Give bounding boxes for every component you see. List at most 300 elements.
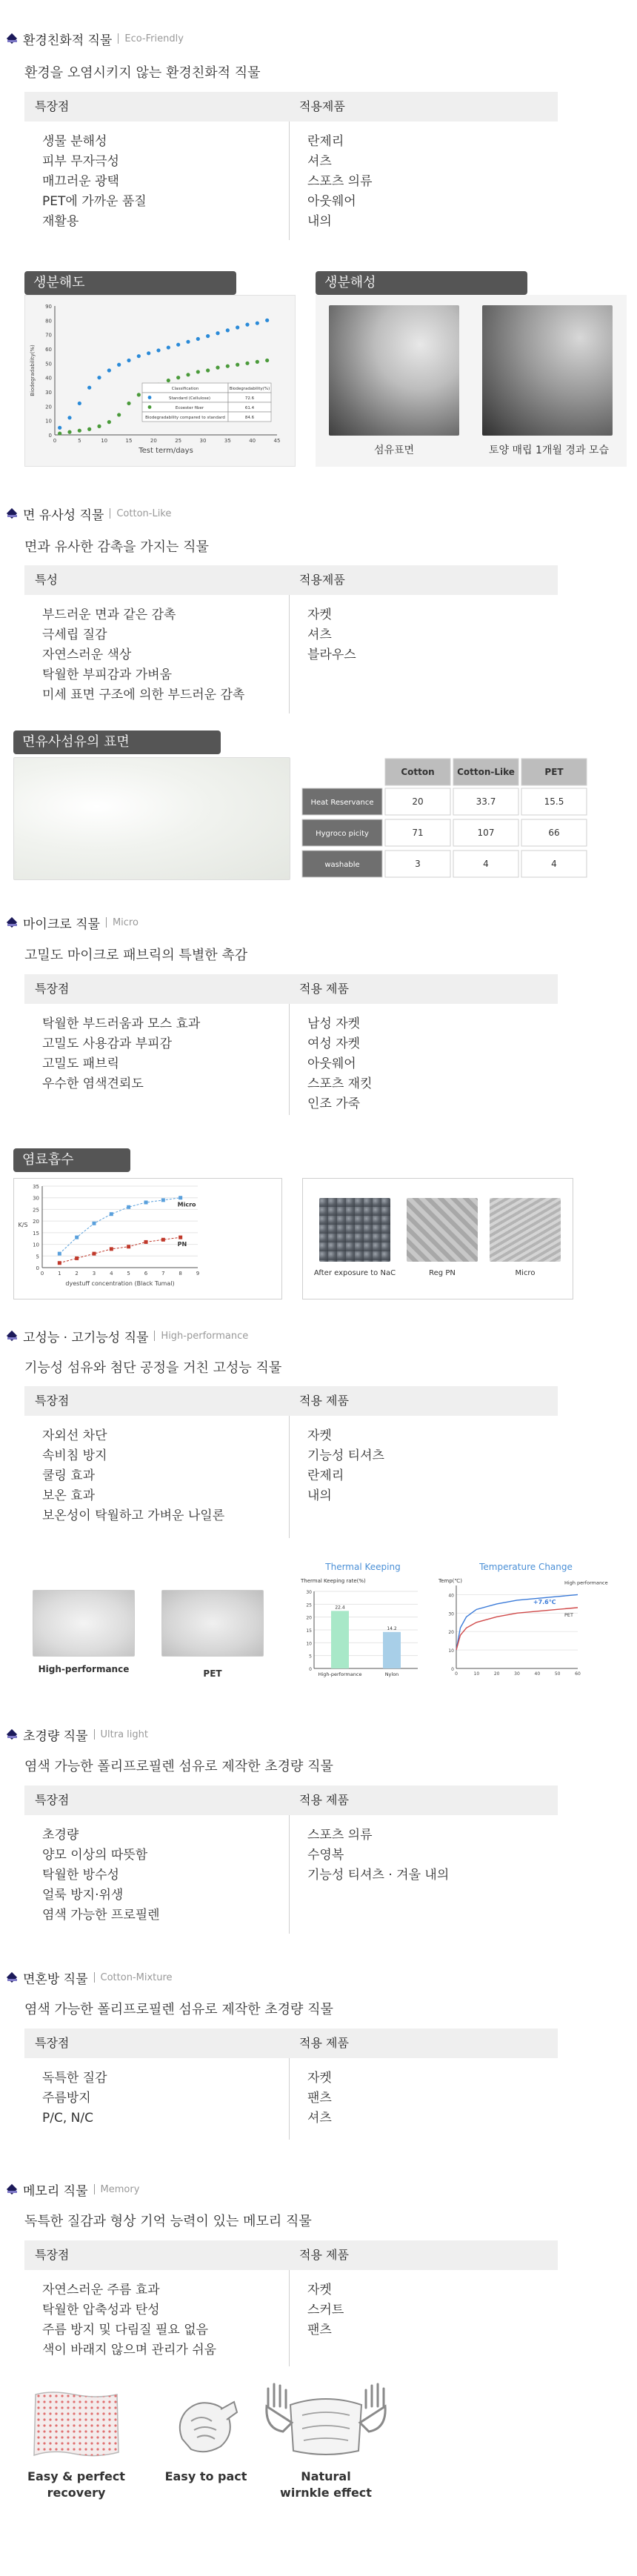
product-item: 팬츠 [307,2323,332,2337]
cotton-features [24,595,289,713]
mixture-products [290,2058,558,2140]
temperature-change-chart [437,1575,608,1686]
y-tick-label: 20 [33,1219,39,1225]
memory-table-header [24,2240,558,2270]
feature-item: 부드러운 면과 같은 감촉 [42,608,176,622]
diamond-bullet-icon [7,2185,17,2194]
micro-table-header [24,974,558,1004]
memory-feature-table [24,2240,558,2366]
title-separator [154,1331,155,1341]
x-tick-label: 30 [199,438,207,444]
legend-text: Standard (Cellulose) [169,396,210,401]
feature-item: 색이 바래지 않으며 관리가 쉬움 [42,2343,217,2357]
diamond-bullet-icon [7,1973,17,1983]
y-axis-label: K/S [18,1222,28,1228]
eco-heading [7,29,184,48]
y-tick-label: 20 [306,1615,312,1621]
ecoester-point [58,431,61,435]
standard-point [206,334,210,338]
standard-point [137,354,141,358]
micro-title: 마이크로 직물 [23,916,100,932]
product-header: 적용 제품 [299,2036,349,2050]
micro-table-body [24,1004,558,1115]
ultra-table-header [24,1785,558,1815]
x-tick-label: 6 [144,1271,148,1277]
nacl-exposure-photo [319,1198,390,1262]
mixture-feature-table [24,2028,558,2140]
column-header: PET [544,767,564,777]
cotton-surface-tag: 면유사섬유의 표면 [13,730,221,754]
x-tick-label: 10 [101,438,108,444]
memory-products [290,2270,558,2366]
legend-marker [148,396,152,399]
mixture-description: 염색 가능한 폴리프로필렌 섬유로 제작한 초경량 직물 [24,2002,333,2017]
y-tick-label: 40 [45,375,52,382]
feature-item: 주름방지 [42,2091,91,2106]
y-tick-label: 70 [45,332,52,339]
performance-features [24,1416,289,1538]
ultra-products [290,1815,558,1934]
mixture-section [0,1956,637,2171]
column-header: Cotton-Like [457,767,515,777]
cell-value: 33.7 [476,796,496,807]
x-tick-label: 5 [127,1271,130,1277]
x-tick-label: 45 [273,438,281,444]
series-point [179,1236,182,1239]
x-tick-label: 5 [78,438,81,444]
cell-value: 4 [483,859,489,869]
column-header: Cotton [401,767,435,777]
memory-table-body [24,2270,558,2366]
feature-item: 쿨링 효과 [42,1468,96,1483]
cell-value: 3 [415,859,421,869]
recovery-label [19,2469,133,2501]
legend-marker [148,405,152,409]
performance-products [290,1416,558,1538]
wrinkle-label-line2: wirnkle effect [280,2486,372,2500]
x-tick-label: 50 [554,1671,561,1677]
x-tick-label: 2 [75,1271,79,1277]
performance-table-header [24,1386,558,1416]
ecoester-point [107,420,111,424]
chart-title: Thermal Keeping rate(%) [301,1578,366,1584]
x-tick-label: 30 [514,1671,520,1677]
x-tick-label: 40 [534,1671,541,1677]
cotton-table-header [24,565,558,595]
feature-item: 자연스러운 색상 [42,648,132,662]
feature-item: 우수한 염색견뢰도 [42,1076,144,1091]
standard-point [78,402,81,405]
micro-feature-table [24,974,558,1115]
mixture-heading [7,1968,173,1987]
pact-label [148,2469,264,2485]
feature-header: 특성 [35,573,58,587]
diamond-bullet-icon [7,918,17,928]
dye-chart-panel [13,1178,282,1299]
series-point [161,1198,165,1202]
cell-value: 66 [548,828,560,838]
feature-item: 미세 표면 구조에 의한 부드러운 감촉 [42,688,245,702]
soil-burial-caption: 토양 매립 1개월 경과 모습 [489,445,609,456]
standard-point [147,351,150,355]
eco-title-en: Eco-Friendly [124,33,184,44]
bar-value-label: 14.2 [387,1625,397,1631]
ecoester-point [137,393,141,396]
micro-title-en: Micro [112,916,139,928]
title-separator [94,2184,95,2194]
feature-item: 탁월한 부피감과 가벼움 [42,668,173,682]
cell-value: 15.5 [544,796,564,807]
standard-point [226,328,230,332]
cotton-surface-photo [13,757,290,880]
eco-products [290,122,558,240]
eco-table-body [24,122,558,240]
product-item: 스커트 [307,2303,344,2317]
x-tick-label: 10 [473,1671,480,1677]
y-tick-label: 30 [448,1611,454,1617]
product-item: 아웃웨어 [307,1056,356,1071]
standard-point [167,345,170,349]
biodegradation-tag: 생분해도 [24,271,236,295]
cell-value: 20 [412,796,424,807]
micro-products [290,1004,558,1115]
standard-point [107,368,111,372]
eco-feature-table [24,92,558,240]
y-tick-label: 25 [306,1602,312,1608]
product-item: 여성 자켓 [307,1036,361,1051]
cotton-table-body [24,595,558,713]
performance-table-body [24,1416,558,1538]
series-point [127,1205,130,1209]
memory-title: 메모리 직물 [23,2183,88,2199]
mixture-title: 면혼방 직물 [23,1971,88,1987]
series-point [93,1222,96,1225]
thermal-keeping-title: Thermal Keeping [325,1562,401,1572]
y-tick-label: 50 [45,361,52,367]
feature-item: 매끄러운 광택 [42,174,119,189]
ecoester-point [226,365,230,368]
legend-text: Classification [171,387,199,391]
standard-point [97,376,101,379]
pact-icon [169,2387,243,2461]
ecoester-point [176,376,180,379]
feature-item: 자외선 차단 [42,1428,107,1443]
series-point [110,1247,113,1251]
standard-point [196,337,200,341]
y-tick-label: 40 [448,1593,454,1599]
ultra-section [0,1711,637,1956]
cotton-title: 면 유사성 직물 [23,507,104,523]
y-tick-label: 35 [33,1184,39,1190]
eco-features [24,122,289,240]
product-item: 내의 [307,214,332,229]
feature-header: 특장점 [35,1793,70,1807]
product-item: 아웃웨어 [307,194,356,209]
wrinkle-icon [261,2377,391,2464]
series-point [110,1212,113,1216]
ecoester-point [97,425,101,428]
feature-header: 특장점 [35,982,70,996]
feature-item: 극세립 질감 [42,628,107,642]
legend-text: Ecoester fiber [175,406,204,410]
product-item: 인조 가죽 [307,1096,361,1111]
feature-item: P/C, N/C [42,2111,93,2126]
high-performance-caption: High-performance [38,1664,130,1674]
y-tick-label: 90 [45,304,52,310]
cotton-title-en: Cotton-Like [116,507,172,519]
standard-point [265,319,269,322]
high-performance-fabric-photo [33,1590,135,1657]
product-header: 적용 제품 [299,982,349,996]
feature-item: 보온성이 탁월하고 가벼운 나일론 [42,1508,225,1523]
x-tick-label: 3 [92,1271,96,1277]
standard-point [186,340,190,344]
product-header: 적용제품 [299,99,345,113]
y-tick-label: 10 [306,1641,312,1647]
product-item: 스포츠 재킷 [307,1076,373,1091]
pet-caption: PET [203,1668,222,1679]
feature-item: 탁월한 방수성 [42,1868,119,1883]
biodegradation-chart-panel [24,295,296,467]
performance-title: 고성능 · 고기능성 직물 [23,1330,149,1345]
standard-point [117,363,121,367]
eco-table-header [24,92,558,122]
product-header: 적용 제품 [299,1793,349,1807]
series-point [144,1201,148,1205]
mixture-features [24,2058,289,2140]
product-item: 기능성 티셔츠 · 겨울 내의 [307,1868,450,1883]
title-separator [106,917,107,928]
product-item: 자켓 [307,2283,332,2297]
eco-title: 환경친화적 직물 [23,33,113,48]
y-tick-label: 0 [48,433,52,439]
temperature-chart-box [437,1575,608,1686]
y-tick-label: 0 [451,1667,454,1672]
feature-item: 보온 효과 [42,1488,96,1503]
ecoester-point [67,430,71,434]
biodegradability-tag: 생분해성 [316,271,527,295]
ecoester-point [186,373,190,376]
diamond-bullet-icon [7,509,17,519]
y-tick-label: 60 [45,347,52,353]
legend-value: Biodegradability(%) [229,387,270,391]
feature-item: 생물 분해성 [42,134,107,149]
product-header: 적용제품 [299,573,345,587]
product-item: 내의 [307,1488,332,1503]
legend-value: 72.6 [244,396,255,401]
ecoester-point [127,402,130,405]
title-separator [94,1972,95,1983]
diamond-bullet-icon [7,1730,17,1740]
row-label: Hygroco picity [316,830,369,838]
row-label: Heat Reservance [310,799,374,807]
series-point [161,1238,165,1242]
x-tick-label: 0 [40,1271,44,1277]
x-tick-label: 35 [224,438,231,444]
product-item: 란제리 [307,134,344,149]
biodegradation-chart [25,296,296,467]
series-point [144,1240,148,1244]
feature-item: 재활용 [42,214,79,229]
y-tick-label: 0 [36,1265,39,1271]
y-tick-label: 20 [448,1630,454,1636]
product-item: 란제리 [307,1468,344,1483]
x-tick-label: 20 [493,1671,500,1677]
legend-text: Biodegradability compared to standard [145,416,225,420]
ecoester-point [87,427,91,431]
title-separator [118,33,119,44]
y-tick-label: 30 [45,390,52,396]
standard-point [245,323,249,327]
feature-item: 탁월한 부드러움과 모스 효과 [42,1016,201,1031]
y-tick-label: 15 [306,1628,312,1634]
micro-description: 고밀도 마이크로 패브릭의 특별한 촉감 [24,948,248,963]
temperature-change-title: Temperature Change [479,1562,573,1572]
reg-pn-caption: Reg PN [429,1269,456,1277]
product-item: 스포츠 의류 [307,174,373,189]
ecoester-point [245,362,249,365]
product-header: 적용 제품 [299,1394,349,1408]
x-tick-label: 4 [110,1271,113,1277]
fiber-surface-photo [329,305,459,436]
title-separator [94,1729,95,1740]
series-label: High performance [564,1580,608,1586]
series-point [58,1261,61,1265]
feature-item: 염색 가능한 프로필렌 [42,1908,160,1923]
x-tick-label: 40 [249,438,256,444]
mixture-table-header [24,2028,558,2058]
dotted-fabric-icon [30,2387,123,2461]
memory-title-en: Memory [100,2183,140,2195]
ecoester-point [236,363,239,367]
product-item: 자켓 [307,608,332,622]
feature-header: 특장점 [35,99,70,113]
eco-description: 환경을 오염시키지 않는 환경친화적 직물 [24,65,261,81]
x-tick-label: 7 [161,1271,165,1277]
bar [331,1611,349,1668]
comparison-table-graphic [302,756,598,880]
legend-value: 61.4 [244,406,255,410]
y-tick-label: 10 [448,1648,454,1654]
feature-item: 양모 이상의 따뜻함 [42,1848,148,1863]
series-label: Micro [177,1201,196,1208]
diamond-bullet-icon [7,1331,17,1341]
recovery-fabric-icon [30,2387,123,2461]
product-item: 자켓 [307,1428,332,1443]
standard-point [58,426,61,430]
x-tick-label: 0 [455,1671,458,1677]
micro-caption: Micro [515,1269,536,1277]
memory-description: 독특한 질감과 형상 기억 능력이 있는 메모리 직물 [24,2214,312,2229]
category-label: High-performance [318,1671,362,1677]
x-tick-label: 15 [125,438,133,444]
series-point [127,1245,130,1248]
mixture-table-body [24,2058,558,2140]
category-label: Nylon [384,1671,399,1677]
y-tick-label: 15 [33,1230,39,1237]
standard-point [67,416,71,419]
crumpled-hand-icon [169,2387,243,2461]
series-line [456,1608,578,1650]
hands-stretch-icon [261,2377,391,2464]
series-point [179,1196,182,1199]
cotton-feature-table [24,565,558,713]
y-tick-label: 25 [33,1207,39,1214]
ultra-title-en: Ultra light [100,1728,148,1740]
cotton-products [290,595,558,713]
y-tick-label: 30 [33,1195,39,1202]
micro-section [0,904,637,1319]
ecoester-point [256,360,259,364]
product-item: 자켓 [307,2071,332,2086]
cell-value: 4 [551,859,557,869]
x-tick-label: 1 [58,1271,61,1277]
micro-features [24,1004,289,1115]
cell-value: 107 [477,828,495,838]
x-tick-label: 25 [175,438,182,444]
series-line [59,1198,180,1254]
dye-absorption-chart [14,1179,283,1300]
ecoester-point [117,413,121,416]
standard-point [87,386,91,390]
nacl-caption: After exposure to NaC [313,1269,396,1277]
x-tick-label: 9 [196,1271,200,1277]
reg-pn-photo [407,1198,478,1262]
feature-item: 주름 방지 및 다림질 필요 없음 [42,2323,209,2337]
y-axis-label: Temp(℃) [438,1578,462,1584]
product-item: 기능성 티셔츠 [307,1448,384,1463]
thermal-keeping-chart [298,1575,428,1686]
standard-point [216,331,219,335]
feature-item: PET에 가까운 품질 [42,194,147,209]
annotation-label: +7.6℃ [533,1598,556,1605]
product-item: 팬츠 [307,2091,332,2106]
micro-photo-panel [302,1178,573,1299]
ultra-heading [7,1725,148,1744]
micro-fiber-photo [490,1198,561,1262]
feature-item: 속비침 방지 [42,1448,107,1463]
memory-section [0,2171,637,2576]
feature-item: 독특한 질감 [42,2071,107,2086]
ecoester-point [265,359,269,362]
product-item: 남성 자켓 [307,1016,361,1031]
memory-features [24,2270,289,2366]
performance-title-en: High-performance [161,1330,249,1342]
series-point [93,1252,96,1256]
feature-header: 특장점 [35,2248,70,2262]
y-tick-label: 80 [45,318,52,325]
x-tick-label: 20 [150,438,157,444]
dye-absorption-tag: 염료흡수 [13,1148,130,1172]
y-tick-label: 30 [306,1590,312,1595]
ecoester-point [206,368,210,372]
y-tick-label: 10 [45,418,52,425]
diamond-bullet-icon [7,34,17,44]
series-label: PN [177,1241,187,1248]
ecoester-point [78,429,81,433]
x-axis-label: dyestuff concentration (Black Tumal) [65,1280,175,1287]
y-tick-label: 20 [45,404,52,410]
cotton-section [0,489,637,904]
x-tick-label: 60 [575,1671,581,1677]
feature-item: 얼룩 방지·위생 [42,1888,124,1903]
performance-section [0,1319,637,1726]
feature-header: 특장점 [35,2036,70,2050]
cotton-description: 면과 유사한 감촉을 가지는 직물 [24,539,209,555]
feature-item: 고밀도 패브릭 [42,1056,119,1071]
wrinkle-label-line1: Natural [301,2469,351,2483]
standard-point [156,348,160,352]
